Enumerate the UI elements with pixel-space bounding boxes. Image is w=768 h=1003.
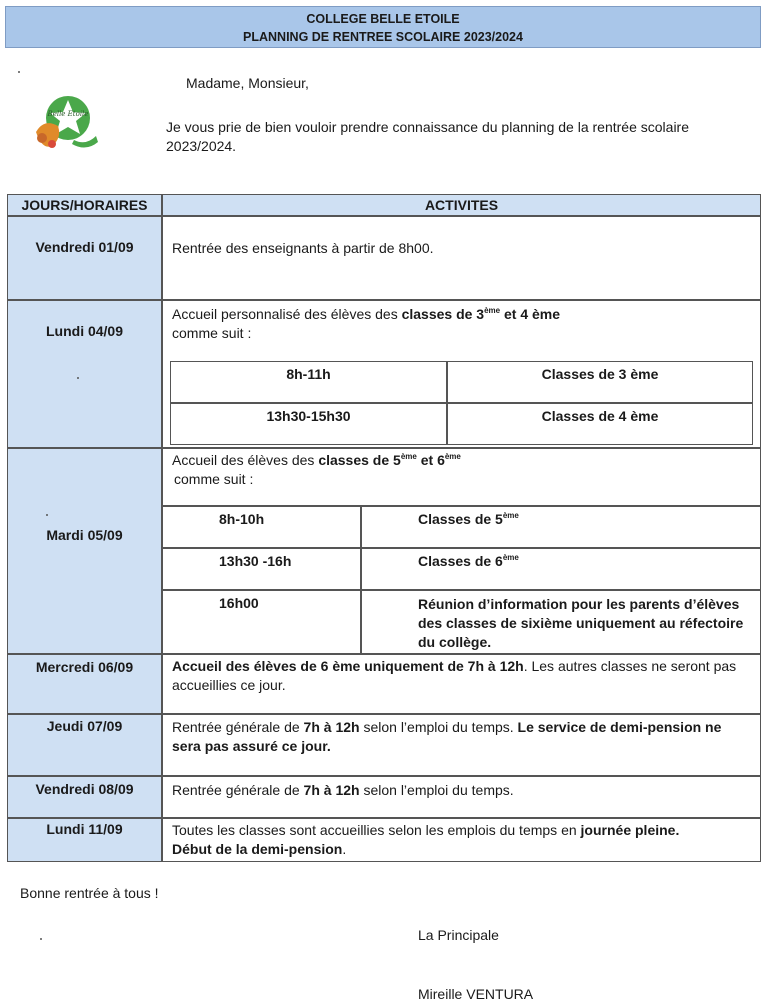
scan-speck (18, 71, 20, 73)
closing-line: Bonne rentrée à tous ! (20, 885, 159, 901)
day-cell-friday-0109: Vendredi 01/09 (7, 216, 162, 300)
slot-info-tuesday-3: Réunion d’information pour les parents d’élèves des classes de sixième uniquement au réfectoire du collège. (361, 590, 761, 654)
scan-speck (77, 377, 79, 379)
day-cell-friday-0809: Vendredi 08/09 (7, 776, 162, 818)
slot-time-tuesday-1: 8h-10h (162, 506, 361, 548)
day-cell-monday-1109: Lundi 11/09 (7, 818, 162, 862)
day-cell-thursday-0709: Jeudi 07/09 (7, 714, 162, 776)
activity-cell-wednesday-0609: Accueil des élèves de 6 ème uniquement de 7h à 12h. Les autres classes ne seront pas accueillies ce jour. (162, 654, 761, 714)
monday-comme-suit: comme suit : (172, 325, 252, 341)
activity-cell-thursday-0709: Rentrée générale de 7h à 12h selon l’emploi du temps. Le service de demi-pension ne sera pas assuré ce jour. (162, 714, 761, 776)
column-header-days: JOURS/HORAIRES (7, 194, 162, 216)
logo-text: Belle Etoile (47, 110, 89, 118)
scan-speck (46, 514, 48, 516)
activity-cell-monday-1109: Toutes les classes sont accueillies selon les emplois du temps en journée pleine. Début de la demi-pension. (162, 818, 761, 862)
slot-class-monday-2: Classes de 4 ème (447, 403, 753, 445)
tuesday-intro-line: Accueil des élèves des classes de 5ème et 6ème (172, 452, 461, 468)
activity-cell-tuesday-0509 (162, 448, 761, 506)
school-logo (30, 92, 102, 158)
signature-name: Mireille VENTURA (418, 986, 534, 1002)
day-cell-tuesday-0509: Mardi 05/09 (7, 448, 162, 654)
slot-class-monday-1: Classes de 3 ème (447, 361, 753, 403)
school-name: COLLEGE BELLE ETOILE (306, 12, 460, 26)
day-cell-monday-0409: Lundi 04/09 (7, 300, 162, 448)
slot-time-tuesday-2: 13h30 -16h (162, 548, 361, 590)
slot-time-monday-2: 13h30-15h30 (170, 403, 447, 445)
monday-intro-line: Accueil personnalisé des élèves des classes de 3ème et 4 ème (172, 306, 561, 322)
scan-speck (40, 938, 42, 940)
activity-cell-friday-0109: Rentrée des enseignants à partir de 8h00. (162, 216, 761, 300)
tuesday-comme-suit: comme suit : (174, 471, 254, 487)
activity-cell-friday-0809: Rentrée générale de 7h à 12h selon l’emploi du temps. (162, 776, 761, 818)
slot-time-tuesday-3: 16h00 (162, 590, 361, 654)
day-cell-wednesday-0609: Mercredi 06/09 (7, 654, 162, 714)
document-title: PLANNING DE RENTREE SCOLAIRE 2023/2024 (243, 30, 523, 44)
document-header (5, 6, 761, 48)
signature-title: La Principale (418, 927, 499, 943)
slot-class-tuesday-2: Classes de 6ème (361, 548, 761, 590)
column-header-activities: ACTIVITES (162, 194, 761, 216)
slot-time-monday-1: 8h-11h (170, 361, 447, 403)
slot-class-tuesday-1: Classes de 5ème (361, 506, 761, 548)
intro-paragraph: Je vous prie de bien vouloir prendre connaissance du planning de la rentrée scolaire 2023/2024. (166, 119, 689, 154)
salutation: Madame, Monsieur, (186, 75, 309, 91)
planning-table (7, 194, 761, 862)
